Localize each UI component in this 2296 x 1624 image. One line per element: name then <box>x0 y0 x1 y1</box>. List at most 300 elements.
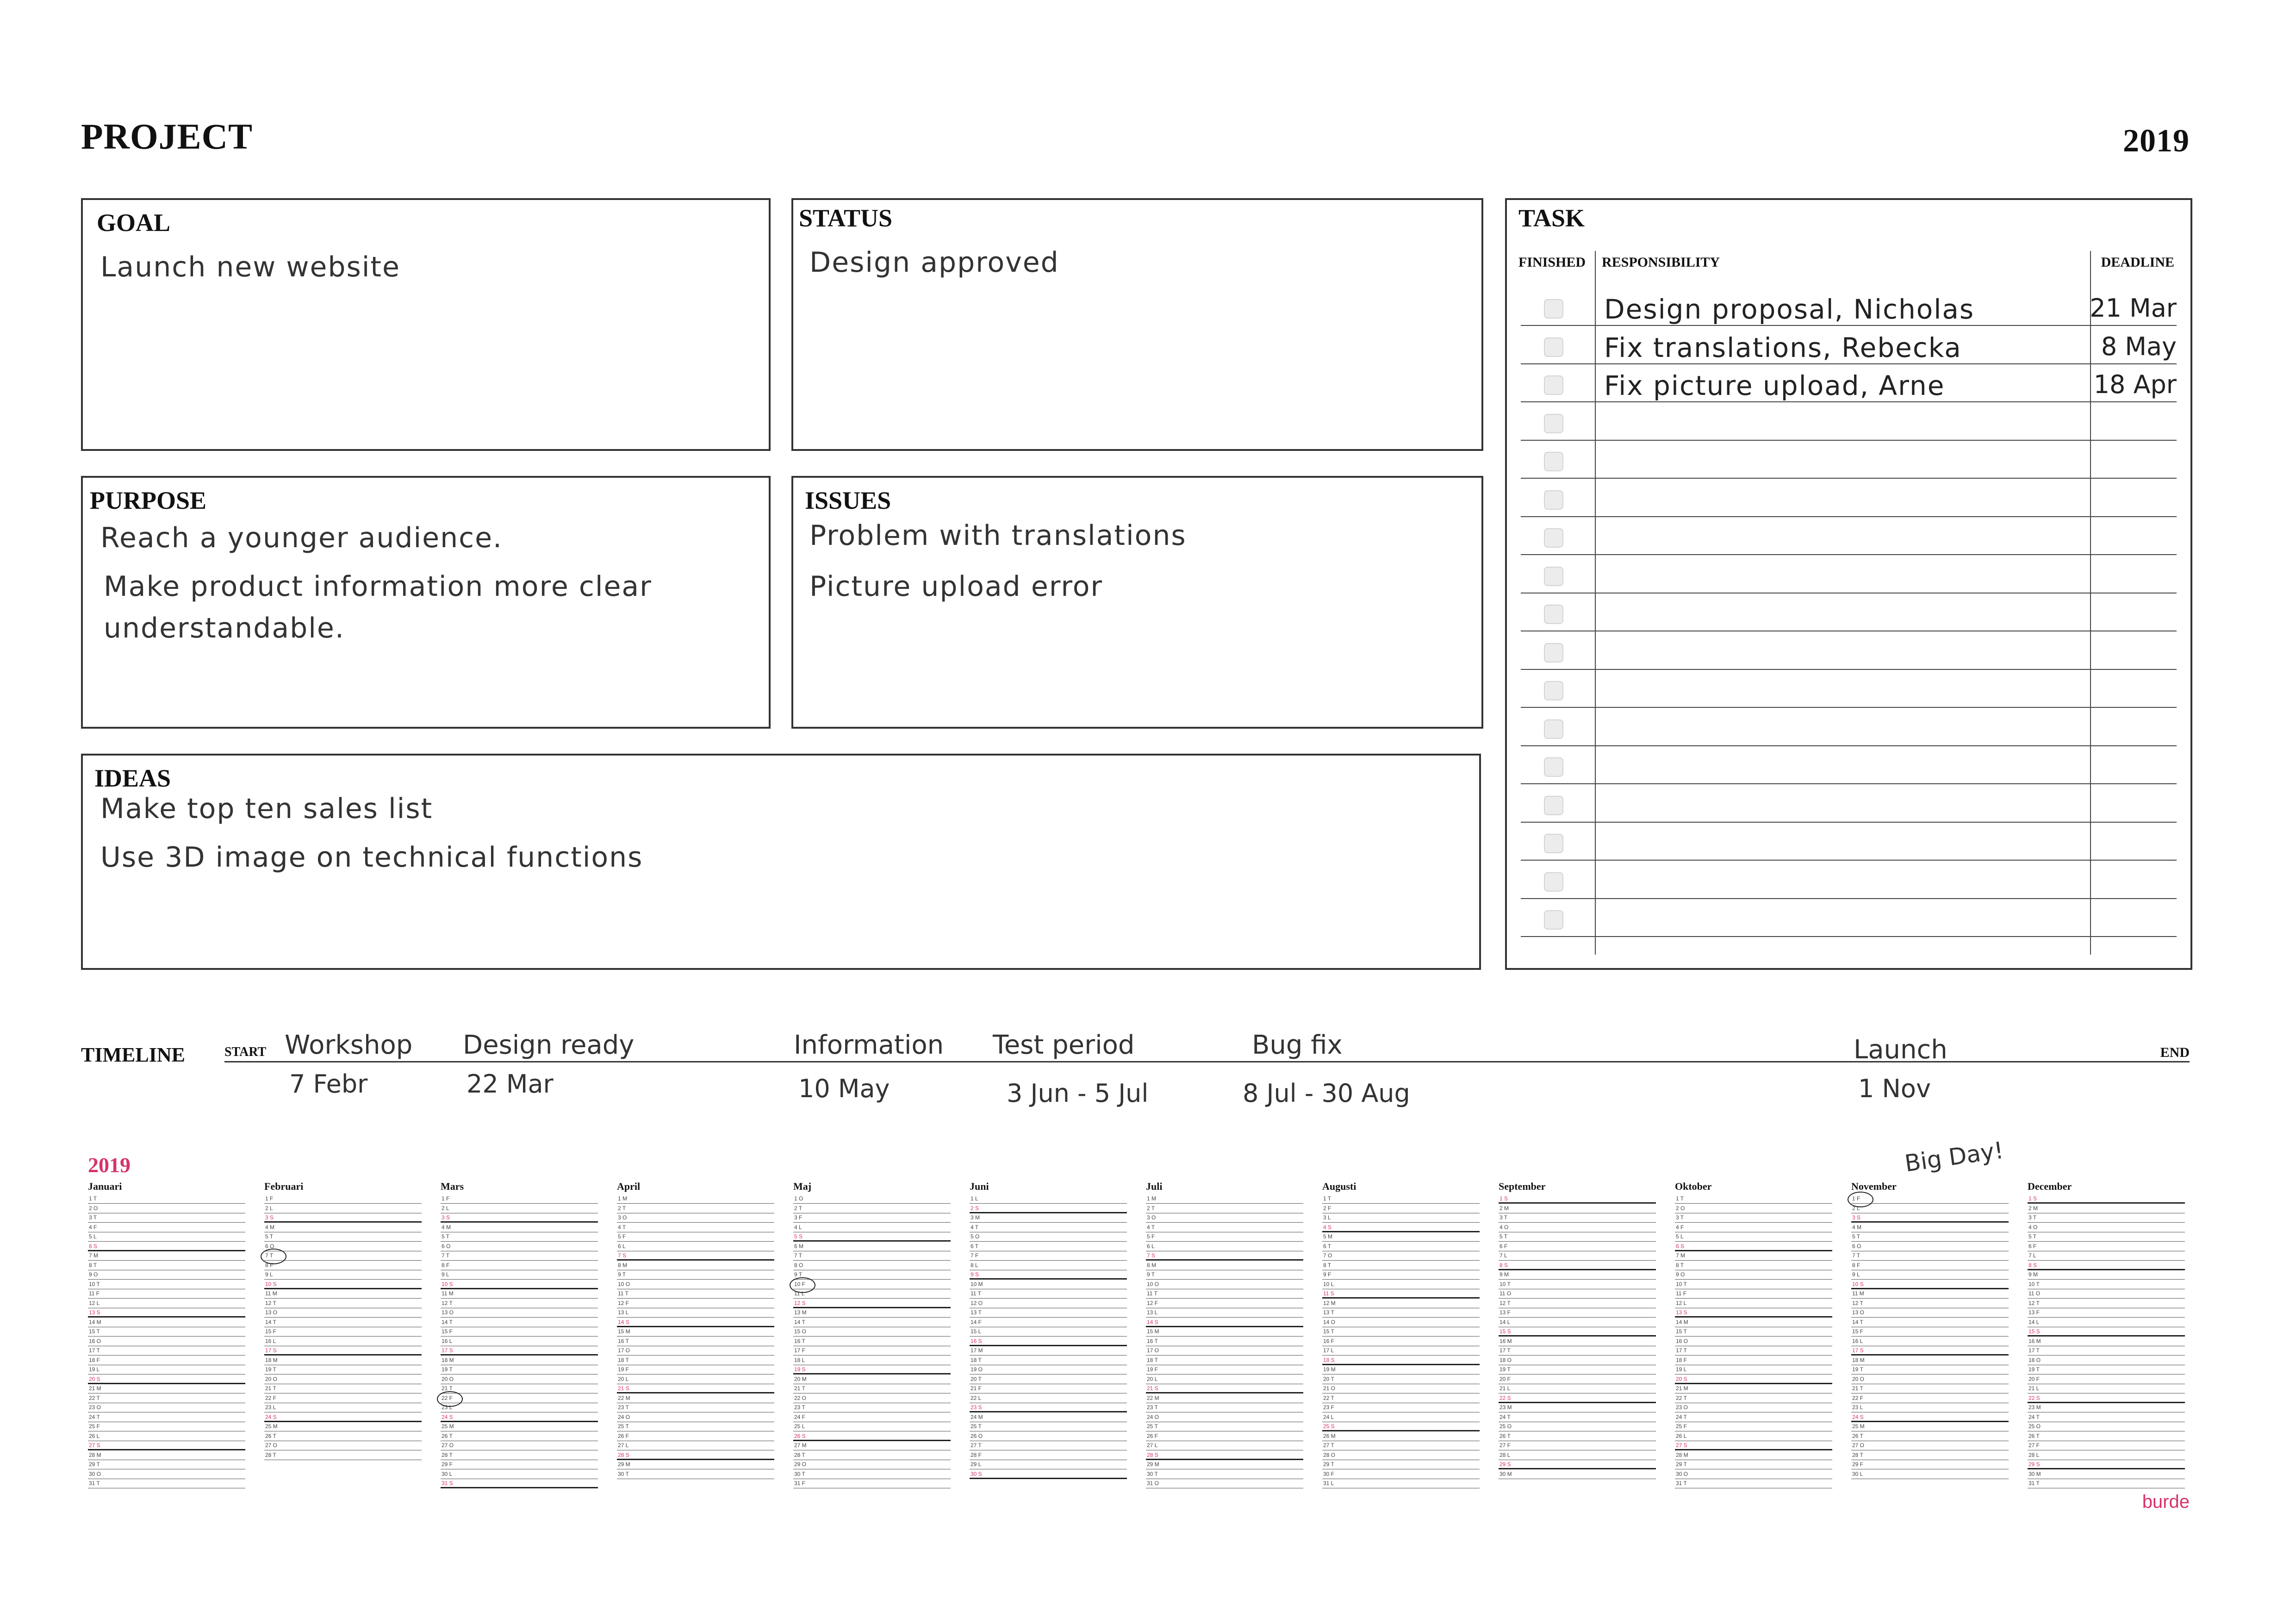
calendar-day[interactable] <box>1499 1470 1656 1479</box>
calendar-day[interactable] <box>1499 1308 1656 1318</box>
calendar-day[interactable] <box>1675 1242 1832 1251</box>
calendar-day[interactable] <box>1851 1413 2009 1422</box>
calendar-day[interactable] <box>1322 1346 1480 1355</box>
calendar-day[interactable] <box>1146 1470 1303 1479</box>
calendar-day[interactable] <box>264 1375 422 1384</box>
calendar-day[interactable] <box>441 1432 598 1441</box>
calendar-day[interactable] <box>2028 1223 2185 1232</box>
calendar-day[interactable] <box>1146 1451 1303 1460</box>
calendar-day[interactable] <box>793 1204 951 1213</box>
calendar-day[interactable] <box>1675 1356 1832 1365</box>
calendar-day[interactable] <box>1675 1451 1832 1460</box>
calendar-day[interactable] <box>1146 1251 1303 1261</box>
calendar-day[interactable] <box>1322 1232 1480 1242</box>
calendar-day[interactable] <box>970 1384 1127 1393</box>
calendar-day[interactable] <box>1675 1318 1832 1327</box>
calendar-day[interactable] <box>1499 1270 1656 1280</box>
calendar-day[interactable] <box>264 1365 422 1374</box>
calendar-day[interactable] <box>1851 1318 2009 1327</box>
calendar-day[interactable] <box>1499 1384 1656 1393</box>
calendar-day[interactable] <box>793 1403 951 1412</box>
calendar-day[interactable] <box>1851 1451 2009 1460</box>
calendar-day[interactable] <box>264 1280 422 1289</box>
calendar-day[interactable] <box>793 1356 951 1365</box>
task-checkbox[interactable] <box>1544 567 1563 586</box>
calendar-day[interactable] <box>441 1479 598 1488</box>
calendar-day[interactable] <box>2028 1460 2185 1469</box>
calendar-day[interactable] <box>1322 1422 1480 1431</box>
calendar-day[interactable] <box>1322 1261 1480 1270</box>
calendar-day[interactable] <box>88 1280 245 1289</box>
calendar-day[interactable] <box>264 1251 422 1261</box>
calendar-day[interactable] <box>1851 1223 2009 1232</box>
calendar-day[interactable] <box>264 1394 422 1403</box>
calendar-day[interactable] <box>1851 1356 2009 1365</box>
calendar-day[interactable] <box>970 1356 1127 1365</box>
calendar-day[interactable] <box>1146 1432 1303 1441</box>
calendar-day[interactable] <box>1675 1308 1832 1318</box>
calendar-day[interactable] <box>617 1356 774 1365</box>
calendar-day[interactable] <box>1146 1460 1303 1469</box>
calendar-day[interactable] <box>441 1337 598 1346</box>
calendar-day[interactable] <box>793 1394 951 1403</box>
calendar-day[interactable] <box>617 1232 774 1242</box>
calendar-day[interactable] <box>1851 1365 2009 1374</box>
calendar-day[interactable] <box>1146 1308 1303 1318</box>
calendar-day[interactable] <box>1146 1261 1303 1270</box>
calendar-day[interactable] <box>970 1470 1127 1479</box>
calendar-day[interactable] <box>1322 1280 1480 1289</box>
calendar-day[interactable] <box>793 1270 951 1280</box>
task-checkbox[interactable] <box>1544 757 1563 777</box>
calendar-day[interactable] <box>1851 1280 2009 1289</box>
calendar-day[interactable] <box>970 1242 1127 1251</box>
calendar-day[interactable] <box>1322 1308 1480 1318</box>
calendar-day[interactable] <box>1499 1318 1656 1327</box>
calendar-day[interactable] <box>1146 1289 1303 1299</box>
calendar-day[interactable] <box>970 1251 1127 1261</box>
calendar-day[interactable] <box>617 1299 774 1308</box>
calendar-day[interactable] <box>88 1232 245 1242</box>
calendar-day[interactable] <box>1322 1318 1480 1327</box>
calendar-day[interactable] <box>1675 1394 1832 1403</box>
calendar-day[interactable] <box>1322 1384 1480 1393</box>
calendar-day[interactable] <box>1146 1204 1303 1213</box>
calendar-day[interactable] <box>617 1270 774 1280</box>
calendar-day[interactable] <box>88 1223 245 1232</box>
calendar-day[interactable] <box>264 1413 422 1422</box>
calendar-day[interactable] <box>1675 1413 1832 1422</box>
calendar-day[interactable] <box>617 1413 774 1422</box>
calendar-day[interactable] <box>441 1460 598 1469</box>
calendar-day[interactable] <box>1322 1327 1480 1337</box>
calendar-day[interactable] <box>970 1308 1127 1318</box>
calendar-day[interactable] <box>2028 1422 2185 1431</box>
calendar-day[interactable] <box>1675 1251 1832 1261</box>
calendar-day[interactable] <box>1675 1422 1832 1431</box>
calendar-day[interactable] <box>441 1413 598 1422</box>
calendar-day[interactable] <box>264 1346 422 1355</box>
calendar-day[interactable] <box>1851 1270 2009 1280</box>
calendar-day[interactable] <box>1675 1470 1832 1479</box>
calendar-day[interactable] <box>970 1375 1127 1384</box>
calendar-day[interactable] <box>264 1213 422 1223</box>
calendar-day[interactable] <box>1322 1479 1480 1488</box>
calendar-day[interactable] <box>1499 1232 1656 1242</box>
calendar-day[interactable] <box>1322 1365 1480 1374</box>
calendar-day[interactable] <box>2028 1441 2185 1450</box>
calendar-day[interactable] <box>1146 1232 1303 1242</box>
calendar-day[interactable] <box>793 1460 951 1469</box>
calendar-day[interactable] <box>441 1422 598 1431</box>
calendar-day[interactable] <box>970 1232 1127 1242</box>
calendar-day[interactable] <box>88 1327 245 1337</box>
calendar-day[interactable] <box>1675 1213 1832 1223</box>
calendar-day[interactable] <box>1499 1327 1656 1337</box>
calendar-day[interactable] <box>1851 1375 2009 1384</box>
calendar-day[interactable] <box>88 1384 245 1393</box>
calendar-day[interactable] <box>1851 1194 2009 1204</box>
calendar-day[interactable] <box>441 1261 598 1270</box>
calendar-day[interactable] <box>2028 1470 2185 1479</box>
calendar-day[interactable] <box>88 1356 245 1365</box>
calendar-day[interactable] <box>2028 1451 2185 1460</box>
calendar-day[interactable] <box>88 1299 245 1308</box>
calendar-day[interactable] <box>1851 1403 2009 1412</box>
calendar-day[interactable] <box>1322 1204 1480 1213</box>
calendar-day[interactable] <box>1499 1213 1656 1223</box>
calendar-day[interactable] <box>970 1441 1127 1450</box>
calendar-day[interactable] <box>441 1251 598 1261</box>
calendar-day[interactable] <box>441 1308 598 1318</box>
calendar-day[interactable] <box>1499 1280 1656 1289</box>
task-checkbox[interactable] <box>1544 414 1563 433</box>
calendar-day[interactable] <box>1146 1346 1303 1355</box>
calendar-day[interactable] <box>617 1261 774 1270</box>
calendar-day[interactable] <box>1675 1384 1832 1393</box>
calendar-day[interactable] <box>1322 1394 1480 1403</box>
calendar-day[interactable] <box>2028 1365 2185 1374</box>
calendar-day[interactable] <box>264 1261 422 1270</box>
calendar-day[interactable] <box>1499 1403 1656 1412</box>
calendar-day[interactable] <box>793 1327 951 1337</box>
calendar-day[interactable] <box>2028 1356 2185 1365</box>
calendar-day[interactable] <box>1322 1470 1480 1479</box>
calendar-day[interactable] <box>1146 1384 1303 1393</box>
task-checkbox[interactable] <box>1544 375 1563 395</box>
calendar-day[interactable] <box>441 1204 598 1213</box>
calendar-day[interactable] <box>1499 1346 1656 1355</box>
calendar-day[interactable] <box>264 1318 422 1327</box>
calendar-day[interactable] <box>441 1365 598 1374</box>
calendar-day[interactable] <box>1146 1365 1303 1374</box>
calendar-day[interactable] <box>1322 1223 1480 1232</box>
calendar-day[interactable] <box>970 1213 1127 1223</box>
calendar-day[interactable] <box>793 1280 951 1289</box>
calendar-day[interactable] <box>1675 1261 1832 1270</box>
calendar-day[interactable] <box>2028 1432 2185 1441</box>
calendar-day[interactable] <box>1675 1460 1832 1469</box>
calendar-day[interactable] <box>441 1441 598 1450</box>
calendar-day[interactable] <box>1322 1432 1480 1441</box>
calendar-day[interactable] <box>793 1318 951 1327</box>
calendar-day[interactable] <box>1851 1213 2009 1223</box>
task-checkbox[interactable] <box>1544 719 1563 739</box>
calendar-day[interactable] <box>970 1289 1127 1299</box>
calendar-day[interactable] <box>793 1346 951 1355</box>
calendar-day[interactable] <box>1851 1346 2009 1355</box>
calendar-day[interactable] <box>1499 1422 1656 1431</box>
calendar-day[interactable] <box>441 1213 598 1223</box>
calendar-day[interactable] <box>1499 1356 1656 1365</box>
calendar-day[interactable] <box>1499 1375 1656 1384</box>
calendar-day[interactable] <box>264 1204 422 1213</box>
calendar-day[interactable] <box>264 1223 422 1232</box>
calendar-day[interactable] <box>1499 1251 1656 1261</box>
calendar-day[interactable] <box>2028 1413 2185 1422</box>
calendar-day[interactable] <box>264 1270 422 1280</box>
calendar-day[interactable] <box>88 1460 245 1469</box>
calendar-day[interactable] <box>441 1299 598 1308</box>
calendar-day[interactable] <box>1851 1261 2009 1270</box>
calendar-day[interactable] <box>617 1441 774 1450</box>
calendar-day[interactable] <box>441 1318 598 1327</box>
calendar-day[interactable] <box>1499 1394 1656 1403</box>
calendar-day[interactable] <box>970 1432 1127 1441</box>
calendar-day[interactable] <box>1499 1432 1656 1441</box>
calendar-day[interactable] <box>970 1299 1127 1308</box>
calendar-day[interactable] <box>441 1356 598 1365</box>
calendar-day[interactable] <box>88 1394 245 1403</box>
calendar-day[interactable] <box>88 1479 245 1488</box>
calendar-day[interactable] <box>441 1403 598 1412</box>
calendar-day[interactable] <box>2028 1375 2185 1384</box>
calendar-day[interactable] <box>1499 1204 1656 1213</box>
calendar-day[interactable] <box>793 1441 951 1450</box>
calendar-day[interactable] <box>2028 1261 2185 1270</box>
calendar-day[interactable] <box>1146 1375 1303 1384</box>
calendar-day[interactable] <box>1499 1289 1656 1299</box>
calendar-day[interactable] <box>2028 1251 2185 1261</box>
calendar-day[interactable] <box>1322 1460 1480 1469</box>
task-checkbox[interactable] <box>1544 337 1563 357</box>
calendar-day[interactable] <box>264 1422 422 1431</box>
calendar-day[interactable] <box>88 1432 245 1441</box>
calendar-day[interactable] <box>264 1289 422 1299</box>
calendar-day[interactable] <box>1499 1451 1656 1460</box>
calendar-day[interactable] <box>88 1213 245 1223</box>
calendar-day[interactable] <box>88 1261 245 1270</box>
calendar-day[interactable] <box>88 1318 245 1327</box>
calendar-day[interactable] <box>1851 1308 2009 1318</box>
calendar-day[interactable] <box>441 1384 598 1393</box>
calendar-day[interactable] <box>88 1346 245 1355</box>
calendar-day[interactable] <box>793 1232 951 1242</box>
calendar-day[interactable] <box>1851 1432 2009 1441</box>
calendar-day[interactable] <box>793 1337 951 1346</box>
calendar-day[interactable] <box>1851 1289 2009 1299</box>
calendar-day[interactable] <box>1322 1194 1480 1204</box>
task-checkbox[interactable] <box>1544 834 1563 853</box>
calendar-day[interactable] <box>1322 1242 1480 1251</box>
calendar-day[interactable] <box>970 1327 1127 1337</box>
calendar-day[interactable] <box>1146 1479 1303 1488</box>
calendar-day[interactable] <box>617 1289 774 1299</box>
calendar-day[interactable] <box>1675 1204 1832 1213</box>
calendar-day[interactable] <box>2028 1280 2185 1289</box>
calendar-day[interactable] <box>1499 1441 1656 1450</box>
calendar-day[interactable] <box>88 1251 245 1261</box>
calendar-day[interactable] <box>264 1194 422 1204</box>
calendar-day[interactable] <box>1146 1356 1303 1365</box>
calendar-day[interactable] <box>1675 1327 1832 1337</box>
calendar-day[interactable] <box>2028 1232 2185 1242</box>
calendar-day[interactable] <box>2028 1394 2185 1403</box>
calendar-day[interactable] <box>2028 1479 2185 1488</box>
calendar-day[interactable] <box>2028 1299 2185 1308</box>
calendar-day[interactable] <box>1675 1223 1832 1232</box>
calendar-day[interactable] <box>617 1213 774 1223</box>
task-checkbox[interactable] <box>1544 796 1563 815</box>
calendar-day[interactable] <box>1322 1337 1480 1346</box>
calendar-day[interactable] <box>441 1242 598 1251</box>
calendar-day[interactable] <box>264 1403 422 1412</box>
calendar-day[interactable] <box>1146 1441 1303 1450</box>
calendar-day[interactable] <box>617 1432 774 1441</box>
calendar-day[interactable] <box>88 1375 245 1384</box>
calendar-day[interactable] <box>793 1451 951 1460</box>
calendar-day[interactable] <box>1146 1413 1303 1422</box>
calendar-day[interactable] <box>264 1242 422 1251</box>
calendar-day[interactable] <box>1851 1232 2009 1242</box>
task-checkbox[interactable] <box>1544 605 1563 624</box>
calendar-day[interactable] <box>1675 1280 1832 1289</box>
calendar-day[interactable] <box>1146 1327 1303 1337</box>
calendar-day[interactable] <box>1499 1299 1656 1308</box>
calendar-day[interactable] <box>970 1204 1127 1213</box>
calendar-day[interactable] <box>264 1337 422 1346</box>
calendar-day[interactable] <box>88 1194 245 1204</box>
calendar-day[interactable] <box>793 1308 951 1318</box>
calendar-day[interactable] <box>264 1356 422 1365</box>
calendar-day[interactable] <box>264 1441 422 1450</box>
calendar-day[interactable] <box>970 1223 1127 1232</box>
calendar-day[interactable] <box>88 1337 245 1346</box>
calendar-day[interactable] <box>793 1413 951 1422</box>
calendar-day[interactable] <box>88 1470 245 1479</box>
calendar-day[interactable] <box>264 1232 422 1242</box>
calendar-day[interactable] <box>1146 1194 1303 1204</box>
calendar-day[interactable] <box>617 1337 774 1346</box>
calendar-day[interactable] <box>88 1270 245 1280</box>
calendar-day[interactable] <box>1851 1422 2009 1431</box>
calendar-day[interactable] <box>88 1413 245 1422</box>
calendar-day[interactable] <box>1675 1337 1832 1346</box>
calendar-day[interactable] <box>1851 1394 2009 1403</box>
calendar-day[interactable] <box>1322 1413 1480 1422</box>
calendar-day[interactable] <box>793 1299 951 1308</box>
calendar-day[interactable] <box>970 1261 1127 1270</box>
calendar-day[interactable] <box>441 1280 598 1289</box>
calendar-day[interactable] <box>617 1422 774 1431</box>
calendar-day[interactable] <box>617 1346 774 1355</box>
calendar-day[interactable] <box>264 1451 422 1460</box>
task-checkbox[interactable] <box>1544 452 1563 471</box>
calendar-day[interactable] <box>1146 1223 1303 1232</box>
calendar-day[interactable] <box>617 1460 774 1469</box>
calendar-day[interactable] <box>2028 1270 2185 1280</box>
calendar-day[interactable] <box>617 1242 774 1251</box>
calendar-day[interactable] <box>2028 1403 2185 1412</box>
calendar-day[interactable] <box>1675 1479 1832 1488</box>
calendar-day[interactable] <box>88 1451 245 1460</box>
calendar-day[interactable] <box>1322 1441 1480 1450</box>
calendar-day[interactable] <box>617 1384 774 1393</box>
calendar-day[interactable] <box>617 1308 774 1318</box>
calendar-day[interactable] <box>2028 1204 2185 1213</box>
calendar-day[interactable] <box>2028 1289 2185 1299</box>
calendar-day[interactable] <box>1499 1365 1656 1374</box>
calendar-day[interactable] <box>1675 1441 1832 1450</box>
calendar-day[interactable] <box>1851 1299 2009 1308</box>
calendar-day[interactable] <box>1146 1422 1303 1431</box>
calendar-day[interactable] <box>793 1365 951 1374</box>
calendar-day[interactable] <box>1675 1270 1832 1280</box>
calendar-day[interactable] <box>2028 1318 2185 1327</box>
calendar-day[interactable] <box>264 1384 422 1393</box>
calendar-day[interactable] <box>970 1394 1127 1403</box>
calendar-day[interactable] <box>617 1327 774 1337</box>
calendar-day[interactable] <box>88 1308 245 1318</box>
calendar-day[interactable] <box>88 1422 245 1431</box>
calendar-day[interactable] <box>1675 1403 1832 1412</box>
calendar-day[interactable] <box>970 1403 1127 1412</box>
calendar-day[interactable] <box>1499 1413 1656 1422</box>
calendar-day[interactable] <box>1851 1251 2009 1261</box>
calendar-day[interactable] <box>88 1365 245 1374</box>
calendar-day[interactable] <box>264 1299 422 1308</box>
calendar-day[interactable] <box>617 1403 774 1412</box>
calendar-day[interactable] <box>441 1375 598 1384</box>
calendar-day[interactable] <box>970 1270 1127 1280</box>
calendar-day[interactable] <box>1851 1470 2009 1479</box>
calendar-day[interactable] <box>793 1432 951 1441</box>
calendar-day[interactable] <box>1675 1346 1832 1355</box>
calendar-day[interactable] <box>970 1318 1127 1327</box>
calendar-day[interactable] <box>793 1242 951 1251</box>
calendar-day[interactable] <box>793 1213 951 1223</box>
task-checkbox[interactable] <box>1544 910 1563 930</box>
calendar-day[interactable] <box>1146 1270 1303 1280</box>
calendar-day[interactable] <box>1675 1232 1832 1242</box>
calendar-day[interactable] <box>1322 1375 1480 1384</box>
calendar-day[interactable] <box>2028 1384 2185 1393</box>
calendar-day[interactable] <box>88 1242 245 1251</box>
task-checkbox[interactable] <box>1544 872 1563 892</box>
calendar-day[interactable] <box>970 1365 1127 1374</box>
calendar-day[interactable] <box>1322 1289 1480 1299</box>
calendar-day[interactable] <box>441 1346 598 1355</box>
calendar-day[interactable] <box>441 1232 598 1242</box>
calendar-day[interactable] <box>441 1394 598 1403</box>
calendar-day[interactable] <box>1675 1194 1832 1204</box>
calendar-day[interactable] <box>1675 1289 1832 1299</box>
calendar-day[interactable] <box>1322 1451 1480 1460</box>
calendar-day[interactable] <box>441 1270 598 1280</box>
calendar-day[interactable] <box>441 1470 598 1479</box>
calendar-day[interactable] <box>1146 1299 1303 1308</box>
calendar-day[interactable] <box>1675 1375 1832 1384</box>
